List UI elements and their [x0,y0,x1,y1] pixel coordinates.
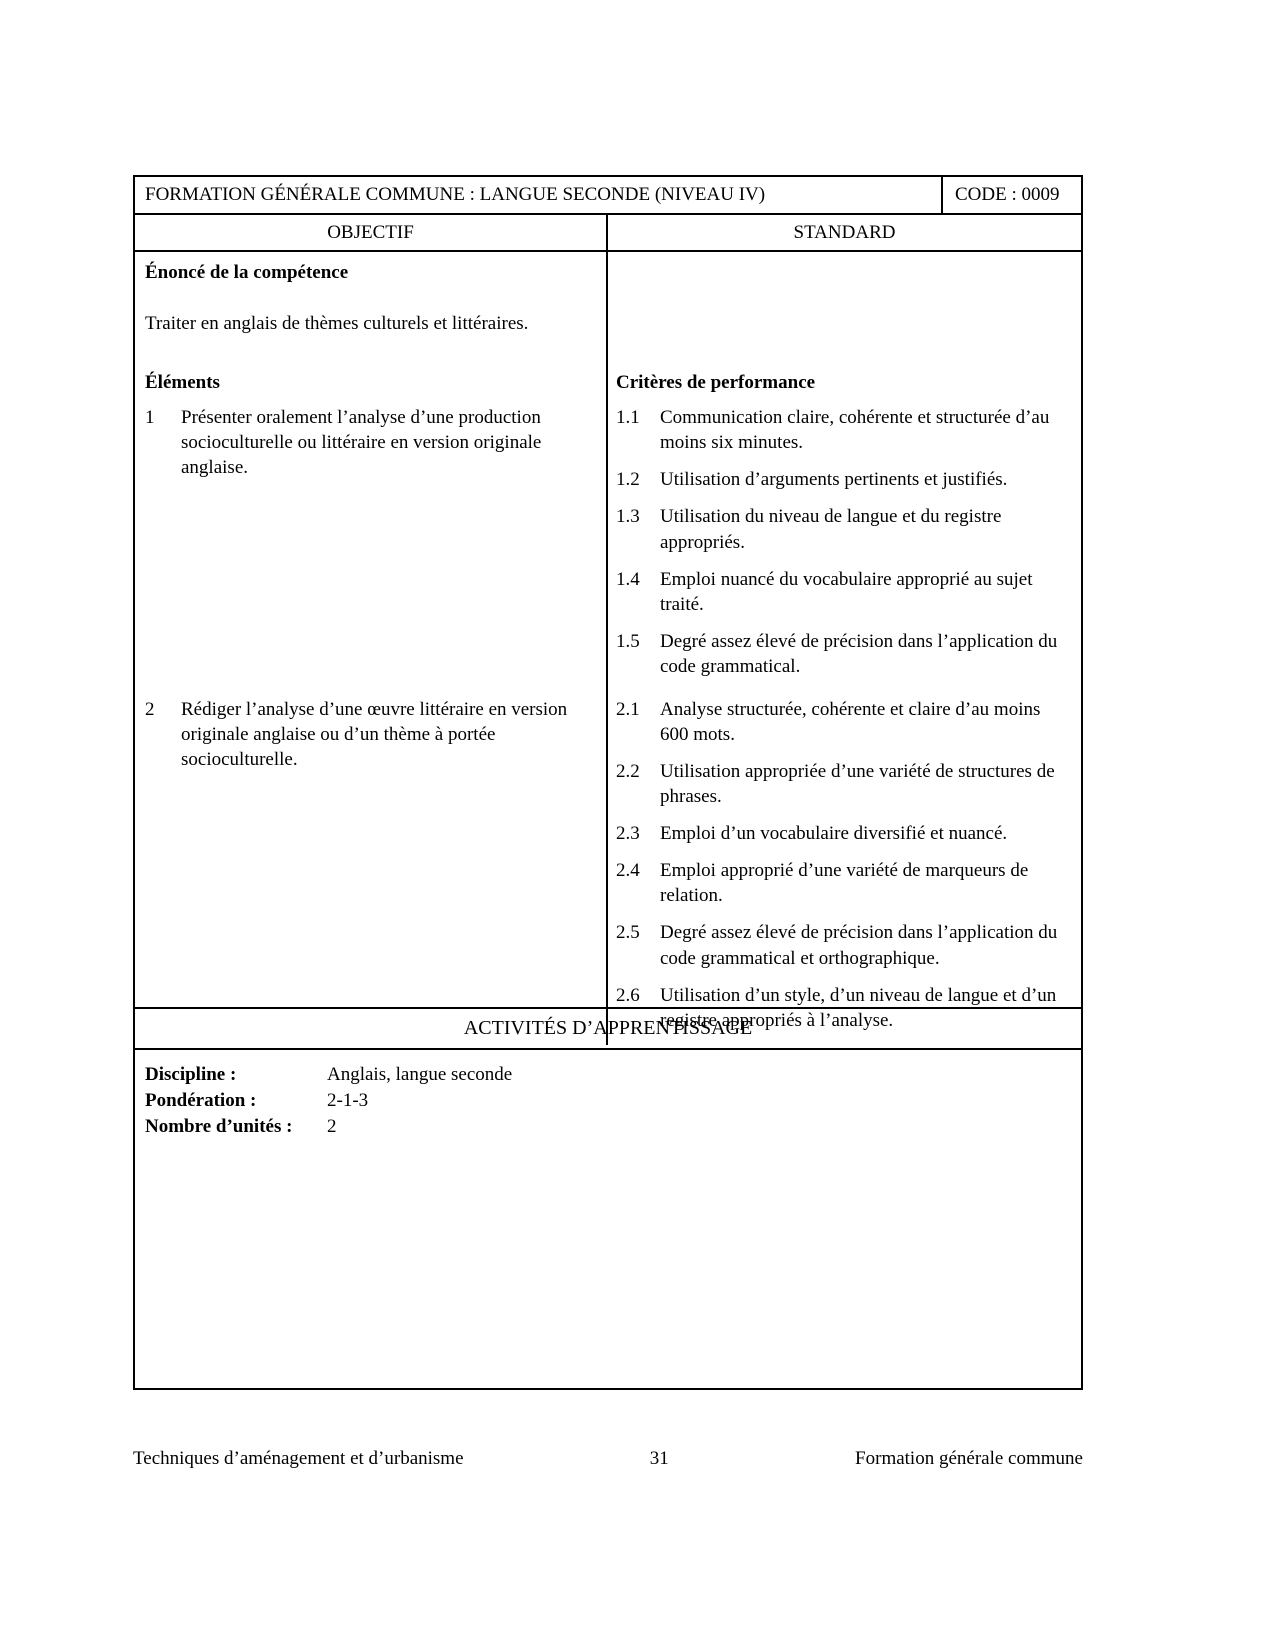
element-2-cell [135,691,608,1045]
ponderation-value: 2-1-3 [327,1090,369,1111]
element-number: 2 [145,698,155,720]
doc-title: FORMATION GÉNÉRALE COMMUNE : LANGUE SECONDE (NIVEAU IV) [145,184,766,206]
column-header-row [135,215,1081,252]
competency-table [133,175,1083,1390]
criterion-item [616,467,1069,492]
criterion-number: 2.2 [616,761,640,783]
elements-heading-cell [135,368,608,399]
element-text: Rédiger l’analyse d’une œuvre littéraire en version originale anglaise ou d’un thème à portée socioculturelle. [181,698,568,771]
criterion-text: Utilisation d’arguments pertinents et justifiés. [660,469,1008,491]
criteres-heading: Critères de performance [616,372,816,394]
discipline-label: Discipline : [145,1064,237,1085]
unites-row [145,1114,1071,1140]
enonce-heading: Énoncé de la compétence [145,262,349,283]
element-item [145,697,590,772]
element-item [145,405,590,480]
criterion-item [616,920,1069,970]
element-1-cell [135,399,608,691]
criterion-text: Emploi d’un vocabulaire diversifié et nuancé. [660,823,1008,845]
element-number: 1 [145,407,155,429]
table-header-row [135,177,1081,215]
activites-details-cell [135,1050,1081,1388]
criterion-number: 1.3 [616,506,640,528]
ponderation-row [145,1088,1071,1114]
criterion-number: 1.4 [616,568,640,590]
discipline-row [145,1062,1071,1088]
criterion-item [616,697,1069,747]
criterion-text: Degré assez élevé de précision dans l’application du code grammatical et orthographique. [660,922,1058,969]
criterion-number: 2.3 [616,823,640,845]
criterion-item [616,629,1069,679]
criterion-item [616,858,1069,908]
criterion-item [616,504,1069,554]
column-header-objectif: OBJECTIF [135,215,608,250]
criterion-text: Communication claire, cohérente et structurée d’au moins six minutes. [660,407,1050,454]
criterion-text: Utilisation appropriée d’une variété de structures de phrases. [660,761,1055,808]
enonce-text: Traiter en anglais de thèmes culturels et littéraires. [145,313,529,335]
page-footer [133,1448,1083,1470]
discipline-value: Anglais, langue seconde [327,1064,513,1085]
standard-empty-cell [608,252,1081,368]
element-text: Présenter oralement l’analyse d’une production socioculturelle ou littéraire en version originale anglaise. [181,407,542,479]
criterion-text: Degré assez élevé de précision dans l’application du code grammatical. [660,630,1058,677]
criterion-item [616,759,1069,809]
criterion-text: Emploi nuancé du vocabulaire approprié au sujet traité. [660,568,1033,615]
elements-heading: Éléments [145,372,220,394]
criterion-number: 1.1 [616,407,640,429]
column-header-standard: STANDARD [793,221,896,243]
criterion-number: 2.5 [616,922,640,944]
criterion-text: Emploi approprié d’une variété de marqueurs de relation. [660,860,1029,907]
unites-value: 2 [327,1116,337,1137]
footer-section: Formation générale commune [855,1448,1083,1469]
criterion-number: 2.4 [616,860,640,882]
criterion-item [616,567,1069,617]
criteria-group-2-cell [608,691,1081,1045]
criterion-number: 1.2 [616,469,640,491]
footer-page-number: 31 [649,1448,669,1469]
criterion-item [616,821,1069,846]
criterion-number: 2.1 [616,698,640,720]
ponderation-label: Pondération : [145,1090,257,1111]
criterion-text: Analyse structurée, cohérente et claire d’au moins 600 mots. [660,698,1041,746]
activites-heading: ACTIVITÉS D’APPRENTISSAGE [135,1007,1081,1050]
unites-label: Nombre d’unités : [145,1116,293,1137]
criterion-text: Utilisation du niveau de langue et du registre appropriés. [660,506,1002,553]
criterion-item [616,405,1069,455]
criteria-group-1-cell [608,399,1081,691]
criterion-number: 2.6 [616,984,640,1006]
criteres-heading-cell [608,368,1081,399]
criterion-number: 1.5 [616,630,640,652]
criterion-text: Utilisation d’un style, d’un niveau de langue et d’un registre appropriés à l’analyse. [660,984,1057,1031]
doc-code: CODE : 0009 [941,177,1081,213]
footer-program: Techniques d’aménagement et d’urbanisme [133,1448,464,1469]
enonce-cell [135,252,608,368]
